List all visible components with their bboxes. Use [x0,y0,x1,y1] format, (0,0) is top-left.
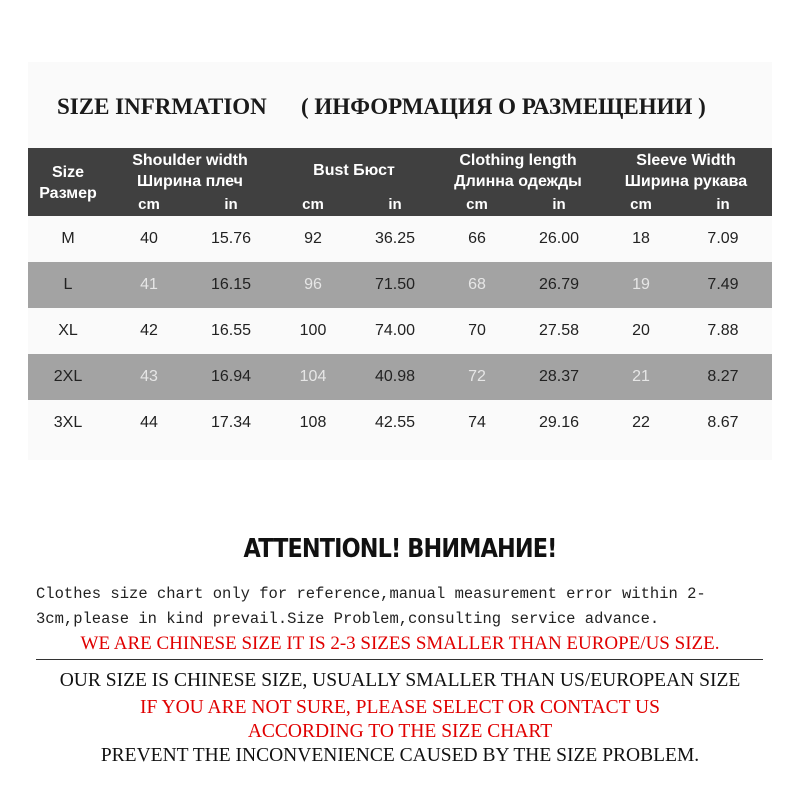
table-row [28,400,772,446]
header-size-ru: Размер [39,185,97,202]
cell-length-in: 28.37 [538,368,580,385]
header-length-en: Clothing length [459,152,577,169]
cell-length-cm: 66 [468,230,486,247]
reference-note [36,582,776,632]
cell-bust-cm: 100 [299,322,327,339]
note-line-2: 3cm,please in kind prevail.Size Problem,consulting service advance. [36,610,660,628]
unit-cm: cm [302,196,324,213]
cell-length-cm: 70 [468,322,486,339]
cell-shoulder-cm: 42 [140,322,158,339]
cell-bust-cm: 92 [304,230,322,247]
table-header [28,148,772,216]
cell-bust-in: 74.00 [374,322,416,339]
cell-shoulder-in: 16.15 [210,276,252,293]
cell-size: M [61,230,75,247]
table-row [28,262,772,308]
cell-size: L [63,276,73,293]
cell-length-cm: 68 [468,276,486,293]
header-length-ru: Длинна одежды [454,173,582,190]
cell-shoulder-in: 17.34 [210,414,252,431]
title-english: SIZE INFRMATION [57,94,267,119]
cell-length-in: 27.58 [538,322,580,339]
unit-cm: cm [466,196,488,213]
cell-length-cm: 74 [468,414,486,431]
divider [36,659,763,660]
cell-shoulder-cm: 41 [140,276,158,293]
cell-length-in: 26.00 [538,230,580,247]
cell-sleeve-in: 7.88 [707,322,739,339]
header-shoulder-en: Shoulder width [132,152,248,169]
cell-size: 2XL [53,368,83,385]
cell-sleeve-cm: 22 [632,414,650,431]
chinese-size-info: OUR SIZE IS CHINESE SIZE, USUALLY SMALLER THAN US/EUROPEAN SIZE [59,670,741,691]
unit-cm: cm [630,196,652,213]
inconvenience-notice: PREVENT THE INCONVENIENCE CAUSED BY THE SIZE PROBLEM. [100,745,700,766]
cell-bust-in: 42.55 [374,414,416,431]
cell-length-in: 26.79 [538,276,580,293]
cell-shoulder-in: 15.76 [210,230,252,247]
cell-sleeve-cm: 18 [632,230,650,247]
contact-notice-line-1: IF YOU ARE NOT SURE, PLEASE SELECT OR CONTACT US [140,697,660,718]
header-sleeve [600,150,772,192]
cell-bust-cm: 104 [299,368,327,385]
cell-bust-in: 40.98 [374,368,416,385]
table-row [28,216,772,262]
unit-in: in [716,196,730,213]
header-size-en: Size [51,164,84,181]
cell-sleeve-cm: 21 [632,368,650,385]
unit-in: in [388,196,402,213]
cell-bust-in: 71.50 [374,276,416,293]
cell-bust-cm: 96 [304,276,322,293]
header-sleeve-en: Sleeve Width [636,152,736,169]
header-shoulder-ru: Ширина плеч [137,173,243,190]
page-title [0,94,800,124]
chinese-size-warning: WE ARE CHINESE SIZE IT IS 2-3 SIZES SMALLER THAN EUROPE/US SIZE. [80,633,720,654]
note-line-1: Clothes size chart only for reference,manual measurement error within 2- [36,585,706,603]
cell-size: 3XL [53,414,83,431]
cell-bust-cm: 108 [299,414,327,431]
header-bust-label: Bust Бюст [313,162,395,179]
cell-shoulder-in: 16.94 [210,368,252,385]
table-row [28,354,772,400]
cell-sleeve-in: 7.49 [707,276,739,293]
cell-sleeve-in: 8.27 [707,368,739,385]
cell-shoulder-cm: 44 [140,414,158,431]
unit-cm: cm [138,196,160,213]
cell-bust-in: 36.25 [374,230,416,247]
cell-length-in: 29.16 [538,414,580,431]
cell-sleeve-in: 8.67 [707,414,739,431]
cell-shoulder-in: 16.55 [210,322,252,339]
header-bust [272,160,436,181]
header-sleeve-ru: Ширина рукава [624,173,748,190]
cell-size: XL [58,322,78,339]
attention-heading: ATTENTIONL! ВНИМАНИЕ! [243,534,557,564]
title-russian: ( ИНФОРМАЦИЯ О РАЗМЕЩЕНИИ ) [301,94,706,119]
cell-sleeve-cm: 19 [632,276,650,293]
header-shoulder [108,150,272,192]
unit-in: in [552,196,566,213]
header-length [436,150,600,192]
cell-sleeve-in: 7.09 [707,230,739,247]
cell-length-cm: 72 [468,368,486,385]
table-row [28,308,772,354]
size-table [28,148,772,446]
unit-in: in [224,196,238,213]
cell-sleeve-cm: 20 [632,322,650,339]
header-size [28,162,108,204]
cell-shoulder-cm: 43 [140,368,158,385]
contact-notice-line-2: ACCORDING TO THE SIZE CHART [247,721,553,742]
cell-shoulder-cm: 40 [140,230,158,247]
